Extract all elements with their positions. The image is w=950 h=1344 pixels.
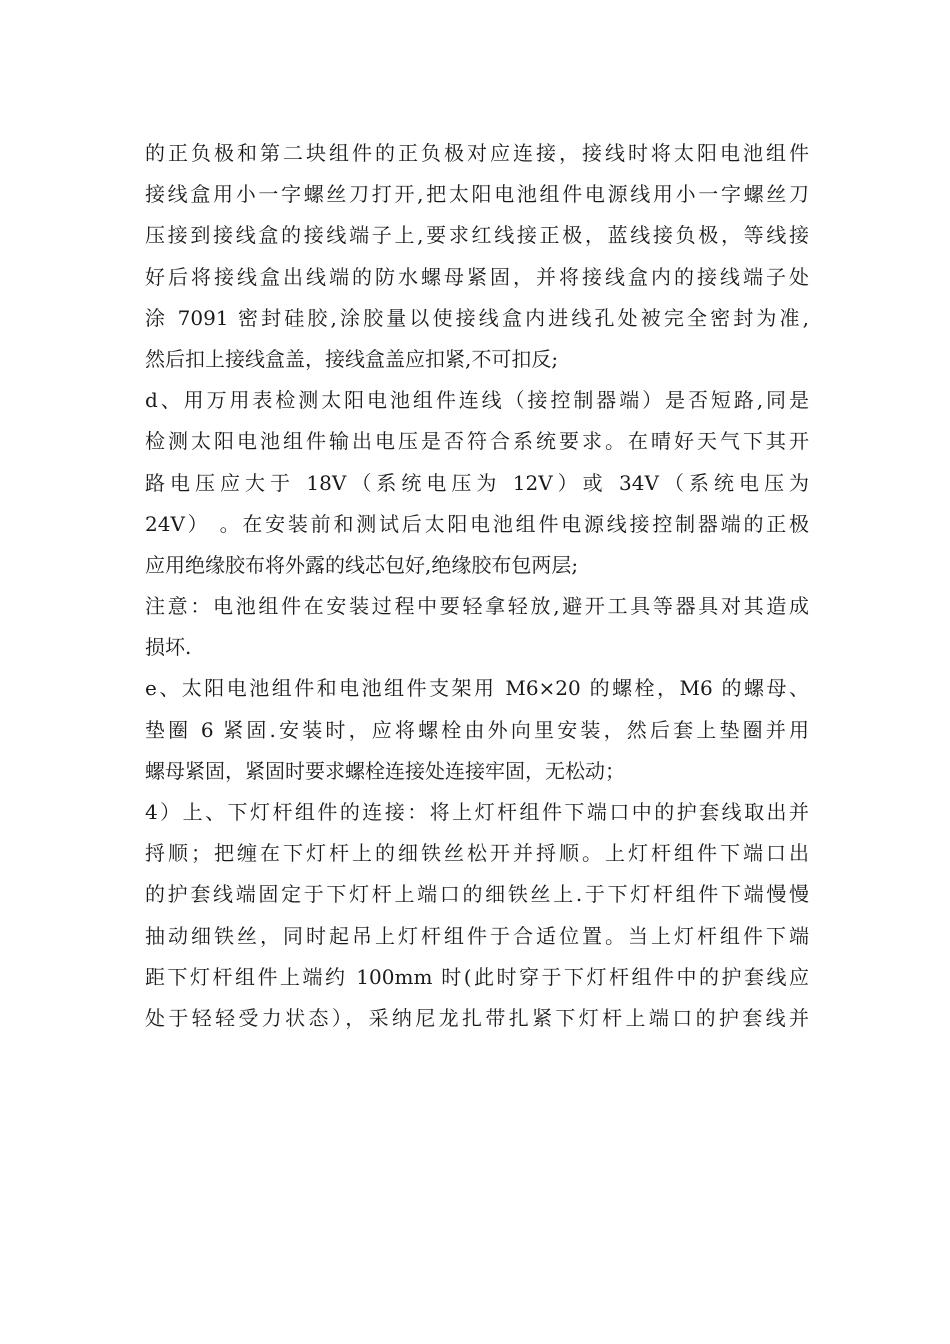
text-line: 检测太阳电池组件输出电压是否符合系统要求。在晴好天气下其开 [145,429,809,454]
text-line: 捋顺；把缠在下灯杆上的细铁丝松开并捋顺。上灯杆组件下端口出 [145,841,809,866]
text-line: 的护套线端固定于下灯杆上端口的细铁丝上.于下灯杆组件下端慢慢 [145,882,809,907]
body-text [145,133,809,1039]
text-line: 注意：电池组件在安装过程中要轻拿轻放,避开工具等器具对其造成 [145,594,809,619]
text-line: 压接到接线盒的接线端子上,要求红线接正极，蓝线接负极，等线接 [145,223,809,248]
text-line: 然后扣上接线盒盖，接线盒盖应扣紧,不可扣反; [145,346,559,371]
text-line: 路电压应大于 18V（系统电压为 12V）或 34V（系统电压为 [145,470,809,495]
text-line: 抽动细铁丝，同时起吊上灯杆组件于合适位置。当上灯杆组件下端 [145,923,809,948]
text-line: 损坏. [145,635,192,660]
text-line: 24V） 。在安装前和测试后太阳电池组件电源线接控制器端的正极 [145,511,809,536]
text-line: 应用绝缘胶布将外露的线芯包好,绝缘胶布包两层; [145,552,579,577]
text-line: d、用万用表检测太阳电池组件连线（接控制器端）是否短路,同是 [145,388,809,413]
text-line: 距下灯杆组件上端约 100mm 时(此时穿于下灯杆组件中的护套线应 [145,964,809,989]
text-line: 接线盒用小一字螺丝刀打开,把太阳电池组件电源线用小一字螺丝刀 [145,182,809,207]
text-line: 的正负极和第二块组件的正负极对应连接，接线时将太阳电池组件 [145,141,809,165]
text-line: 涂 7091 密封硅胶,涂胶量以使接线盒内进线孔处被完全密封为准, [145,305,809,330]
text-line: 处于轻轻受力状态），采纳尼龙扎带扎紧下灯杆上端口的护套线并 [145,1005,809,1030]
text-line: 垫圈 6 紧固.安装时，应将螺栓由外向里安装，然后套上垫圈并用 [145,717,809,742]
text-line: 好后将接线盒出线端的防水螺母紧固，并将接线盒内的接线端子处 [145,264,809,289]
text-line: 4）上、下灯杆组件的连接：将上灯杆组件下端口中的护套线取出并 [145,800,809,824]
text-line: e、太阳电池组件和电池组件支架用 M6×20 的螺栓，M6 的螺母、 [145,676,809,701]
text-line: 螺母紧固，紧固时要求螺栓连接处连接牢固，无松动； [145,758,625,783]
